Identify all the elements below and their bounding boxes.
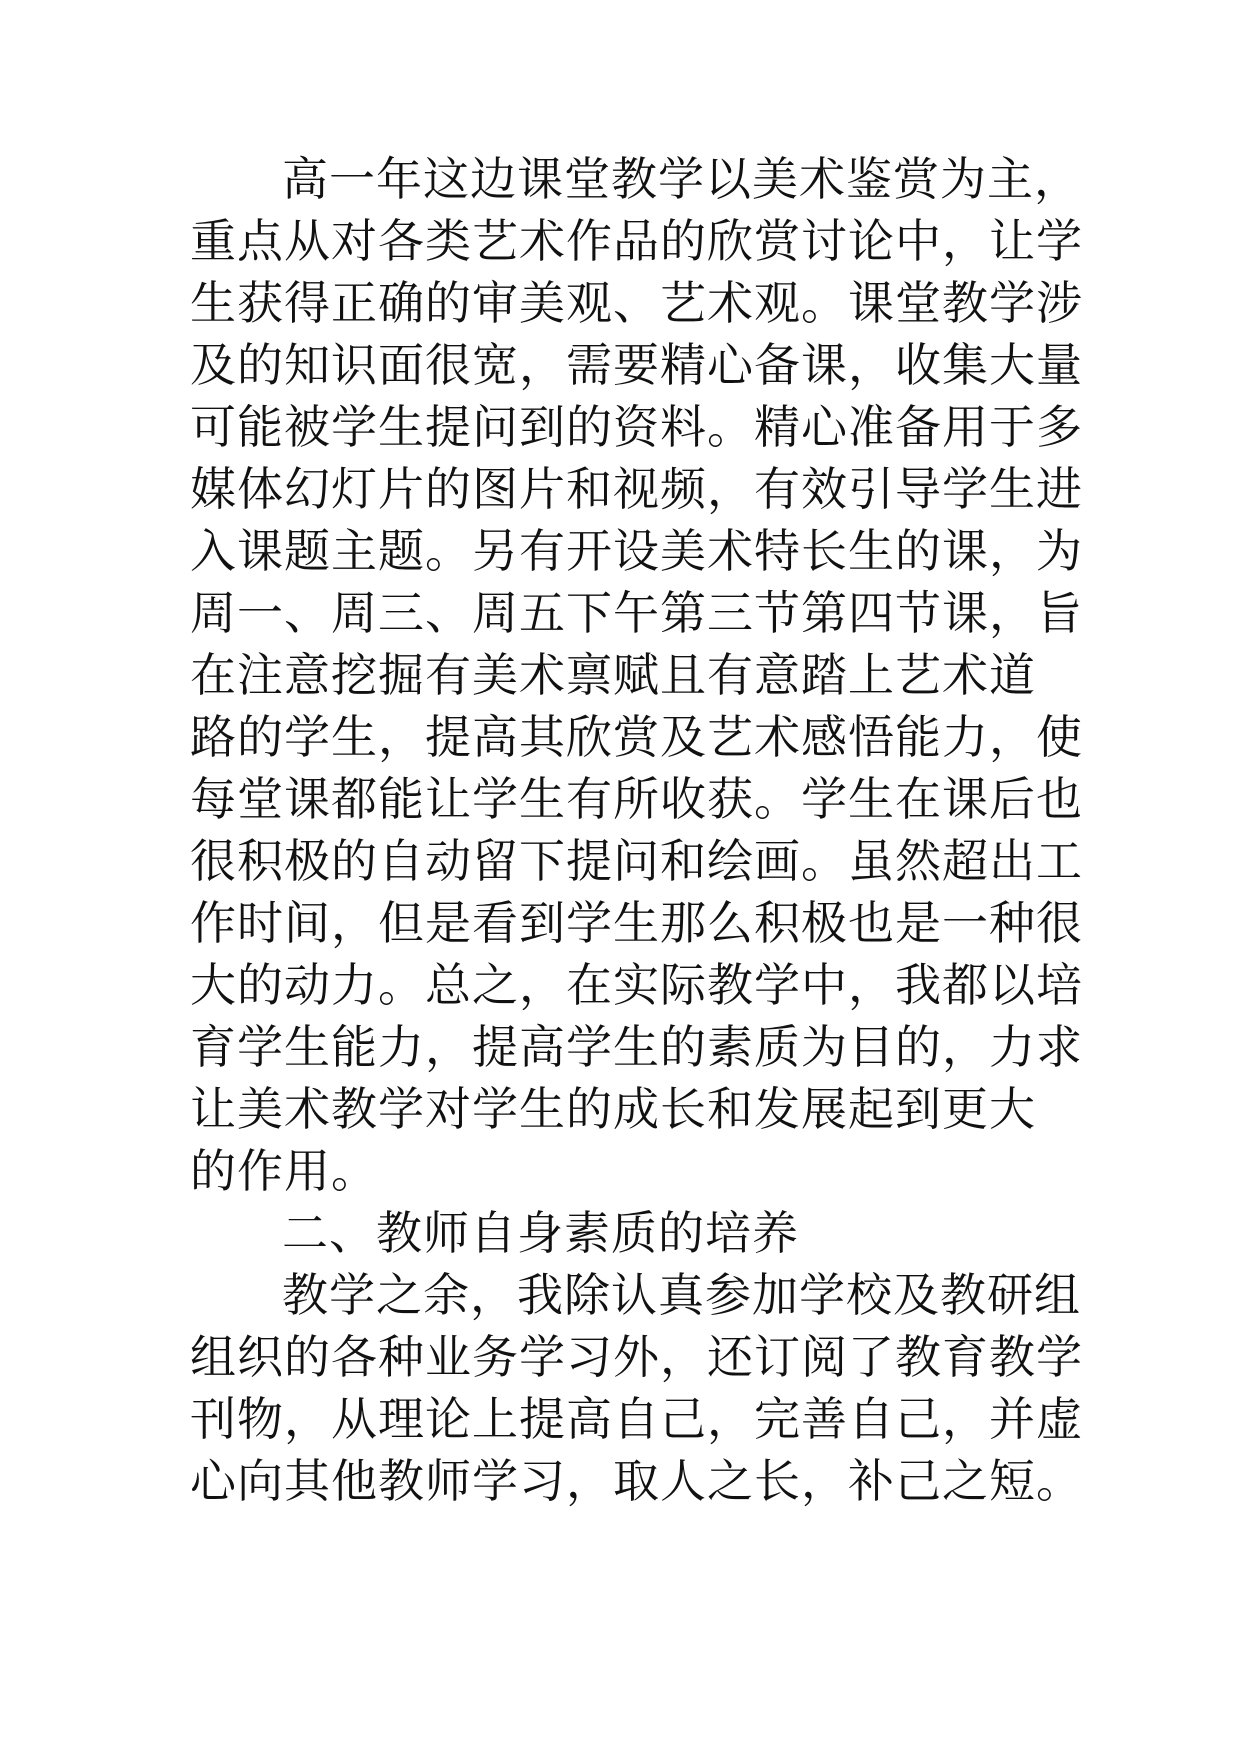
paragraph-line: 每堂课都能让学生有所收获。学生在课后也: [190, 772, 1083, 826]
paragraph-line: 很积极的自动留下提问和绘画。虽然超出工: [190, 834, 1083, 888]
paragraph-line: 高一年这边课堂教学以美术鉴赏为主，: [282, 152, 1081, 206]
paragraph-line: 育学生能力，提高学生的素质为目的，力求: [190, 1020, 1083, 1074]
paragraph-line: 周一、周三、周五下午第三节第四节课，旨: [190, 586, 1083, 640]
paragraph-line: 让美术教学对学生的成长和发展起到更大: [190, 1082, 1036, 1136]
paragraph-line: 入课题主题。另有开设美术特长生的课，为: [190, 524, 1083, 578]
paragraph-line: 的作用。: [190, 1144, 378, 1198]
paragraph-line: 生获得正确的审美观、艺术观。课堂教学涉: [190, 276, 1083, 330]
paragraph-line: 媒体幻灯片的图片和视频，有效引导学生进: [190, 462, 1083, 516]
paragraph-line: 及的知识面很宽，需要精心备课，收集大量: [190, 338, 1083, 392]
paragraph-line: 大的动力。总之，在实际教学中，我都以培: [190, 958, 1083, 1012]
paragraph-line: 路的学生，提高其欣赏及艺术感悟能力，使: [190, 710, 1083, 764]
paragraph-line: 重点从对各类艺术作品的欣赏讨论中，让学: [190, 214, 1083, 268]
paragraph-line: 刊物，从理论上提高自己，完善自己，并虚: [190, 1392, 1083, 1446]
paragraph-line: 心向其他教师学习，取人之长，补己之短。: [190, 1454, 1083, 1508]
paragraph-line: 在注意挖掘有美术禀赋且有意踏上艺术道: [190, 648, 1036, 702]
paragraph-line: 教学之余，我除认真参加学校及教研组: [282, 1268, 1081, 1322]
paragraph-line: 作时间，但是看到学生那么积极也是一种很: [190, 896, 1083, 950]
paragraph-line: 组织的各种业务学习外，还订阅了教育教学: [190, 1330, 1083, 1384]
section-heading: 二、教师自身素质的培养: [282, 1206, 799, 1260]
document-body: [190, 148, 1090, 1512]
paragraph-line: 可能被学生提问到的资料。精心准备用于多: [190, 400, 1083, 454]
